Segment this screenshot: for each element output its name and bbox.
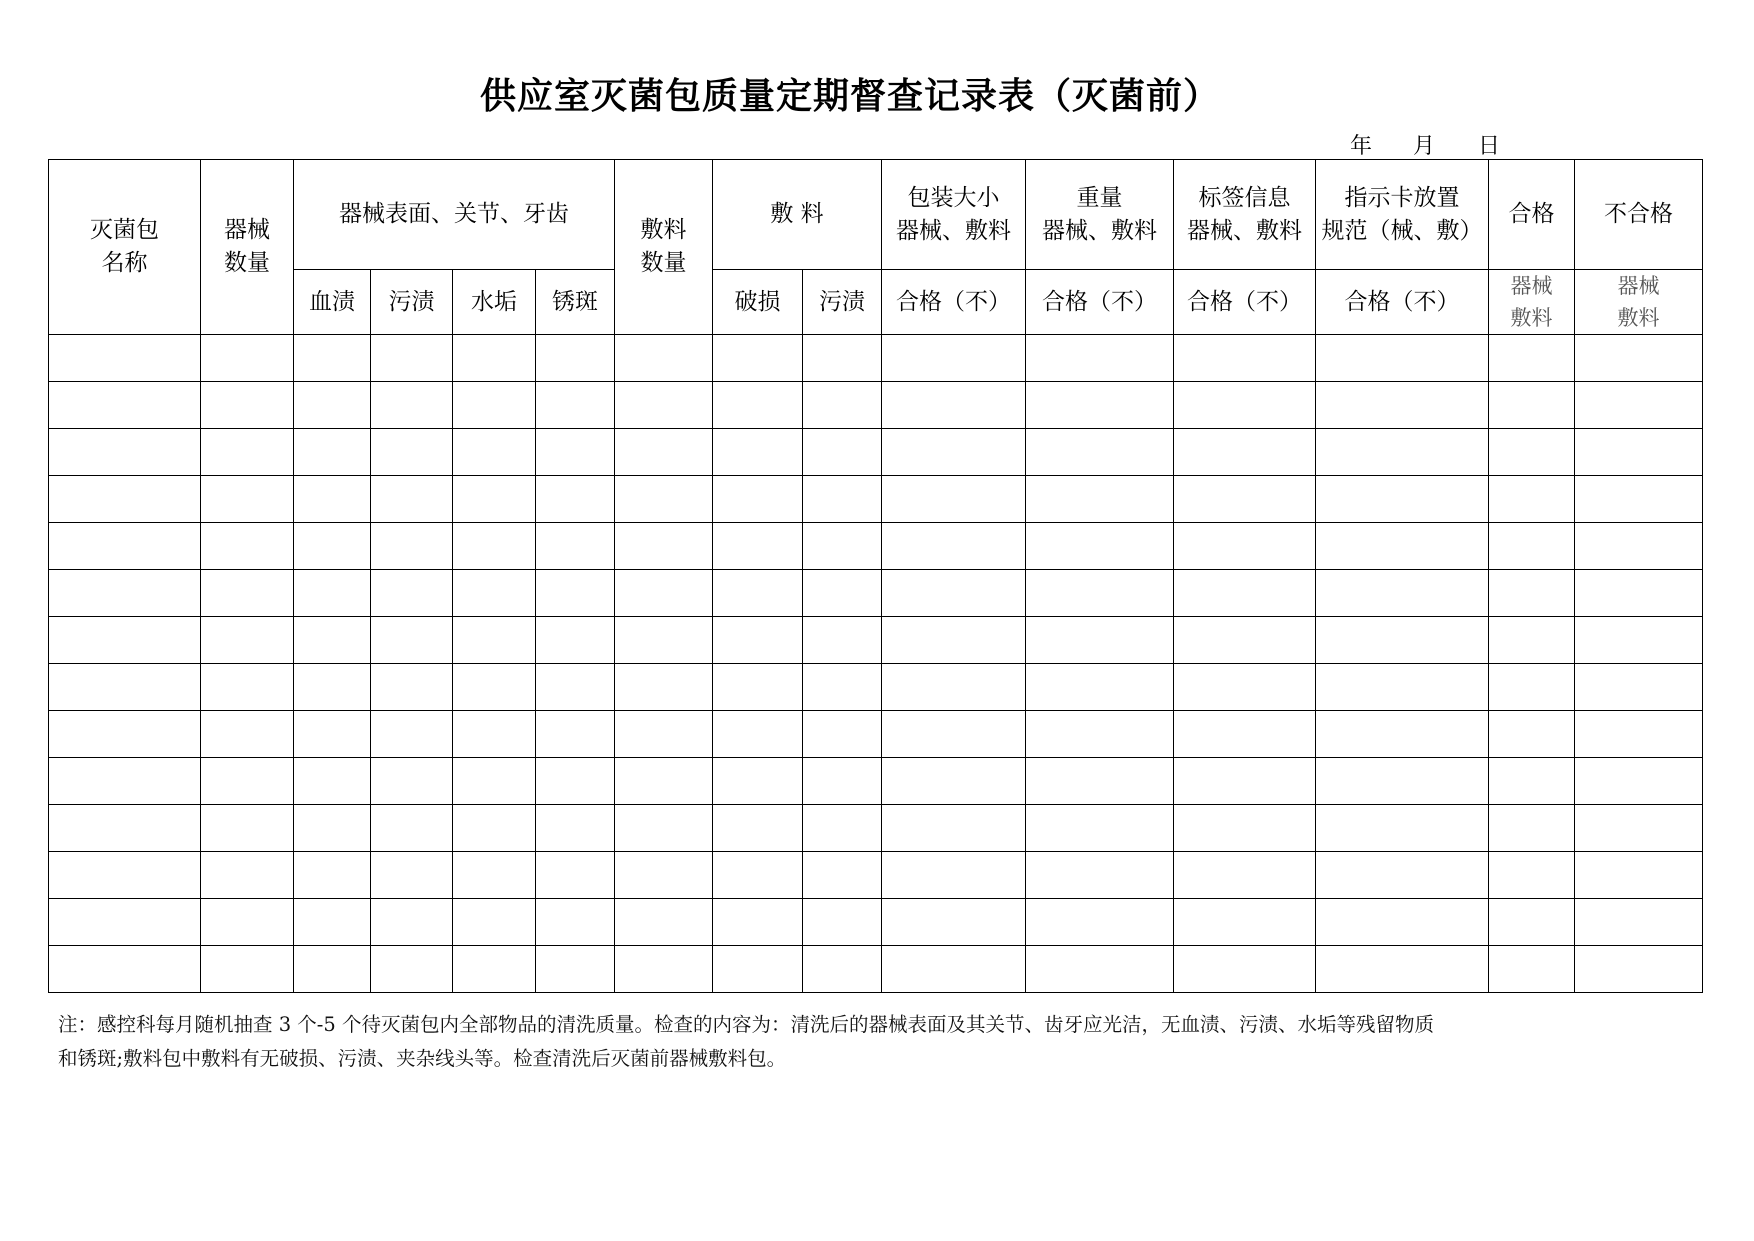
entry-cell[interactable] [615,570,713,617]
entry-cell[interactable] [1026,570,1174,617]
entry-cell[interactable] [615,617,713,664]
entry-cell[interactable] [536,335,615,382]
entry-cell[interactable] [536,852,615,899]
entry-cell[interactable] [1174,335,1316,382]
entry-cell[interactable] [615,758,713,805]
entry-cell[interactable] [1575,946,1703,993]
entry-cell[interactable] [1174,570,1316,617]
entry-cell[interactable] [1316,335,1489,382]
entry-cell[interactable] [1174,382,1316,429]
entry-cell[interactable] [1026,523,1174,570]
entry-cell[interactable] [713,946,803,993]
col-unqualified: 不合格 [1575,160,1703,270]
entry-cell[interactable] [201,335,294,382]
entry-cell[interactable] [1174,664,1316,711]
entry-cell[interactable] [882,852,1026,899]
entry-cell[interactable] [713,523,803,570]
table-row [49,899,1703,946]
entry-cell[interactable] [201,899,294,946]
entry-cell[interactable] [1575,476,1703,523]
entry-cell[interactable] [615,946,713,993]
entry-cell[interactable] [615,335,713,382]
entry-cell[interactable] [803,382,882,429]
entry-cell[interactable] [1489,335,1575,382]
date-month: 月 [1413,134,1436,159]
entry-cell[interactable] [803,758,882,805]
entry-cell[interactable] [453,382,536,429]
entry-cell[interactable] [371,335,453,382]
sub-indicator-result: 合格（不） [1316,270,1489,335]
entry-cell[interactable] [1575,617,1703,664]
entry-cell[interactable] [1174,946,1316,993]
entry-cell[interactable] [453,711,536,758]
entry-cell[interactable] [371,382,453,429]
entry-cell[interactable] [1026,805,1174,852]
entry-cell[interactable] [1174,523,1316,570]
entry-cell[interactable] [803,805,882,852]
entry-cell[interactable] [371,899,453,946]
entry-cell[interactable] [1575,899,1703,946]
entry-cell[interactable] [294,429,371,476]
entry-cell[interactable] [294,664,371,711]
entry-cell[interactable] [1174,429,1316,476]
table-row [49,664,1703,711]
entry-cell[interactable] [536,664,615,711]
entry-cell[interactable] [1026,852,1174,899]
entry-cell[interactable] [713,711,803,758]
entry-cell[interactable] [453,664,536,711]
entry-cell[interactable] [803,852,882,899]
entry-cell[interactable] [803,335,882,382]
entry-cell[interactable] [1316,805,1489,852]
sub-dirt-stain: 污渍 [371,270,453,335]
col-dressing-group: 敷 料 [713,160,882,270]
entry-cell[interactable] [713,805,803,852]
entry-cell[interactable] [803,946,882,993]
date-year: 年 [1350,134,1373,159]
entry-cell[interactable] [1316,946,1489,993]
table-row [49,570,1703,617]
entry-cell[interactable] [882,946,1026,993]
sub-dressing-stain: 污渍 [803,270,882,335]
entry-cell[interactable] [371,758,453,805]
entry-cell[interactable] [1575,570,1703,617]
entry-cell[interactable] [1174,476,1316,523]
entry-cell[interactable] [536,523,615,570]
entry-cell[interactable] [536,617,615,664]
entry-cell[interactable] [882,523,1026,570]
col-qualified: 合格 [1489,160,1575,270]
entry-cell[interactable] [1316,758,1489,805]
entry-cell[interactable] [371,570,453,617]
entry-cell[interactable] [1026,476,1174,523]
col-surface-group: 器械表面、关节、牙齿 [294,160,615,270]
entry-cell[interactable] [882,617,1026,664]
entry-cell[interactable] [615,852,713,899]
entry-cell[interactable] [201,523,294,570]
entry-cell[interactable] [1316,570,1489,617]
entry-cell[interactable] [371,523,453,570]
entry-cell[interactable] [49,382,201,429]
entry-cell[interactable] [1489,852,1575,899]
entry-cell[interactable] [294,805,371,852]
sub-damage: 破损 [713,270,803,335]
entry-cell[interactable] [1026,335,1174,382]
entry-cell[interactable] [201,664,294,711]
entry-cell[interactable] [882,335,1026,382]
entry-cell[interactable] [201,617,294,664]
entry-cell[interactable] [1026,711,1174,758]
entry-cell[interactable] [1489,476,1575,523]
col-instrument-qty: 器械 数量 [201,160,294,335]
entry-cell[interactable] [453,805,536,852]
entry-cell[interactable] [536,476,615,523]
entry-cell[interactable] [713,382,803,429]
entry-cell[interactable] [201,382,294,429]
col-indicator-card: 指示卡放置 规范（械、敷） [1316,160,1489,270]
entry-cell[interactable] [453,570,536,617]
table-row [49,382,1703,429]
entry-cell[interactable] [713,476,803,523]
entry-cell[interactable] [453,523,536,570]
entry-cell[interactable] [201,758,294,805]
entry-cell[interactable] [1026,946,1174,993]
entry-cell[interactable] [49,429,201,476]
entry-cell[interactable] [882,758,1026,805]
table-row [49,523,1703,570]
entry-cell[interactable] [1489,429,1575,476]
entry-cell[interactable] [1026,758,1174,805]
col-label-info: 标签信息 器械、敷料 [1174,160,1316,270]
entry-cell[interactable] [536,429,615,476]
entry-cell[interactable] [803,570,882,617]
entry-cell[interactable] [371,946,453,993]
entry-cell[interactable] [294,523,371,570]
sub-qualified-types: 器械 敷料 [1489,270,1575,335]
inspection-table [48,159,1703,993]
entry-cell[interactable] [1489,946,1575,993]
entry-cell[interactable] [1489,617,1575,664]
entry-cell[interactable] [1174,617,1316,664]
entry-cell[interactable] [1489,805,1575,852]
col-pack-name: 灭菌包 名称 [49,160,201,335]
entry-cell[interactable] [536,570,615,617]
entry-cell[interactable] [294,946,371,993]
entry-cell[interactable] [1174,758,1316,805]
sub-unqualified-types: 器械 敷料 [1575,270,1703,335]
entry-cell[interactable] [536,946,615,993]
entry-cell[interactable] [536,758,615,805]
entry-cell[interactable] [49,335,201,382]
entry-cell[interactable] [615,523,713,570]
entry-cell[interactable] [1575,429,1703,476]
entry-cell[interactable] [453,476,536,523]
entry-cell[interactable] [1316,711,1489,758]
entry-cell[interactable] [371,617,453,664]
entry-cell[interactable] [1575,664,1703,711]
entry-cell[interactable] [294,711,371,758]
entry-cell[interactable] [1575,758,1703,805]
entry-cell[interactable] [49,476,201,523]
col-dressing-qty: 敷料 数量 [615,160,713,335]
entry-cell[interactable] [713,570,803,617]
entry-cell[interactable] [615,805,713,852]
entry-cell[interactable] [1174,852,1316,899]
entry-cell[interactable] [294,852,371,899]
entry-cell[interactable] [1174,711,1316,758]
entry-cell[interactable] [615,899,713,946]
entry-cell[interactable] [1489,899,1575,946]
entry-cell[interactable] [803,711,882,758]
table-row [49,335,1703,382]
entry-cell[interactable] [1575,805,1703,852]
entry-cell[interactable] [453,335,536,382]
header-row-1 [49,160,1703,270]
footnote [58,1008,1658,1076]
entry-cell[interactable] [201,476,294,523]
entry-cell[interactable] [201,805,294,852]
entry-cell[interactable] [1316,429,1489,476]
entry-cell[interactable] [1026,899,1174,946]
entry-cell[interactable] [1316,476,1489,523]
entry-cell[interactable] [1174,899,1316,946]
entry-cell[interactable] [882,476,1026,523]
entry-cell[interactable] [294,382,371,429]
entry-cell[interactable] [49,711,201,758]
entry-cell[interactable] [615,429,713,476]
entry-cell[interactable] [536,899,615,946]
entry-cell[interactable] [1575,382,1703,429]
entry-cell[interactable] [453,429,536,476]
entry-cell[interactable] [803,429,882,476]
col-weight: 重量 器械、敷料 [1026,160,1174,270]
entry-cell[interactable] [371,852,453,899]
table-row [49,758,1703,805]
entry-cell[interactable] [453,758,536,805]
entry-cell[interactable] [294,335,371,382]
entry-cell[interactable] [1489,758,1575,805]
entry-cell[interactable] [882,899,1026,946]
entry-cell[interactable] [1316,664,1489,711]
entry-cell[interactable] [201,429,294,476]
entry-cell[interactable] [453,946,536,993]
entry-cell[interactable] [803,617,882,664]
sub-blood-stain: 血渍 [294,270,371,335]
entry-cell[interactable] [1026,429,1174,476]
entry-cell[interactable] [882,805,1026,852]
entry-cell[interactable] [453,899,536,946]
entry-cell[interactable] [49,664,201,711]
entry-cell[interactable] [803,476,882,523]
footnote-line-1: 注：感控科每月随机抽查 3 个-5 个待灭菌包内全部物品的清洗质量。检查的内容为：清洗后的器械表面及其关节、齿牙应光洁，无血渍、污渍、水垢等残留物质 [58,1013,1434,1036]
entry-cell[interactable] [713,664,803,711]
entry-cell[interactable] [882,429,1026,476]
entry-cell[interactable] [1174,805,1316,852]
entry-cell[interactable] [1316,617,1489,664]
entry-cell[interactable] [713,899,803,946]
entry-cell[interactable] [713,852,803,899]
entry-cell[interactable] [294,899,371,946]
entry-cell[interactable] [1575,335,1703,382]
entry-cell[interactable] [49,805,201,852]
entry-cell[interactable] [294,570,371,617]
entry-cell[interactable] [615,382,713,429]
entry-cell[interactable] [371,805,453,852]
footnote-line-2: 和锈斑;敷料包中敷料有无破损、污渍、夹杂线头等。检查清洗后灭菌前器械敷料包。 [58,1047,787,1070]
sub-label-result: 合格（不） [1174,270,1316,335]
entry-cell[interactable] [1489,664,1575,711]
entry-cell[interactable] [882,570,1026,617]
entry-cell[interactable] [294,617,371,664]
entry-cell[interactable] [49,570,201,617]
table-row [49,946,1703,993]
header-row-2 [49,270,1703,335]
table-row [49,805,1703,852]
entry-cell[interactable] [371,476,453,523]
entry-cell[interactable] [803,899,882,946]
entry-cell[interactable] [49,617,201,664]
sub-scale: 水垢 [453,270,536,335]
entry-cell[interactable] [1489,711,1575,758]
page-title: 供应室灭菌包质量定期督查记录表（灭菌前） [479,76,1220,117]
entry-cell[interactable] [882,664,1026,711]
entry-cell[interactable] [49,899,201,946]
entry-cell[interactable] [1316,523,1489,570]
entry-cell[interactable] [615,664,713,711]
entry-cell[interactable] [49,946,201,993]
table-row [49,852,1703,899]
entry-cell[interactable] [1575,852,1703,899]
entry-cell[interactable] [1026,382,1174,429]
entry-cell[interactable] [1575,711,1703,758]
col-pack-size: 包装大小 器械、敷料 [882,160,1026,270]
entry-cell[interactable] [371,429,453,476]
entry-cell[interactable] [201,570,294,617]
entry-cell[interactable] [49,523,201,570]
date-day: 日 [1478,134,1501,159]
entry-cell[interactable] [615,711,713,758]
entry-cell[interactable] [882,382,1026,429]
entry-cell[interactable] [1316,382,1489,429]
entry-cell[interactable] [201,946,294,993]
entry-cell[interactable] [713,758,803,805]
sub-weight-result: 合格（不） [1026,270,1174,335]
entry-cell[interactable] [1489,523,1575,570]
entry-cell[interactable] [882,711,1026,758]
entry-cell[interactable] [1026,664,1174,711]
entry-cell[interactable] [713,335,803,382]
sub-rust: 锈斑 [536,270,615,335]
entry-cell[interactable] [453,852,536,899]
table-row [49,429,1703,476]
entry-cell[interactable] [536,805,615,852]
entry-cell[interactable] [294,476,371,523]
table-row [49,476,1703,523]
entry-cell[interactable] [1316,899,1489,946]
entry-cell[interactable] [536,711,615,758]
entry-cell[interactable] [1316,852,1489,899]
table-row [49,617,1703,664]
entry-cell[interactable] [201,711,294,758]
entry-cell[interactable] [1575,523,1703,570]
entry-cell[interactable] [49,758,201,805]
entry-cell[interactable] [803,664,882,711]
entry-cell[interactable] [371,664,453,711]
sub-pack-size-result: 合格（不） [882,270,1026,335]
entry-cell[interactable] [453,617,536,664]
entry-cell[interactable] [201,852,294,899]
entry-cell[interactable] [536,382,615,429]
entry-cell[interactable] [294,758,371,805]
entry-cell[interactable] [1489,570,1575,617]
entry-cell[interactable] [713,429,803,476]
table-row [49,711,1703,758]
entry-cell[interactable] [1026,617,1174,664]
entry-cell[interactable] [371,711,453,758]
entry-cell[interactable] [803,523,882,570]
entry-cell[interactable] [615,476,713,523]
entry-cell[interactable] [49,852,201,899]
entry-cell[interactable] [1489,382,1575,429]
entry-cell[interactable] [713,617,803,664]
